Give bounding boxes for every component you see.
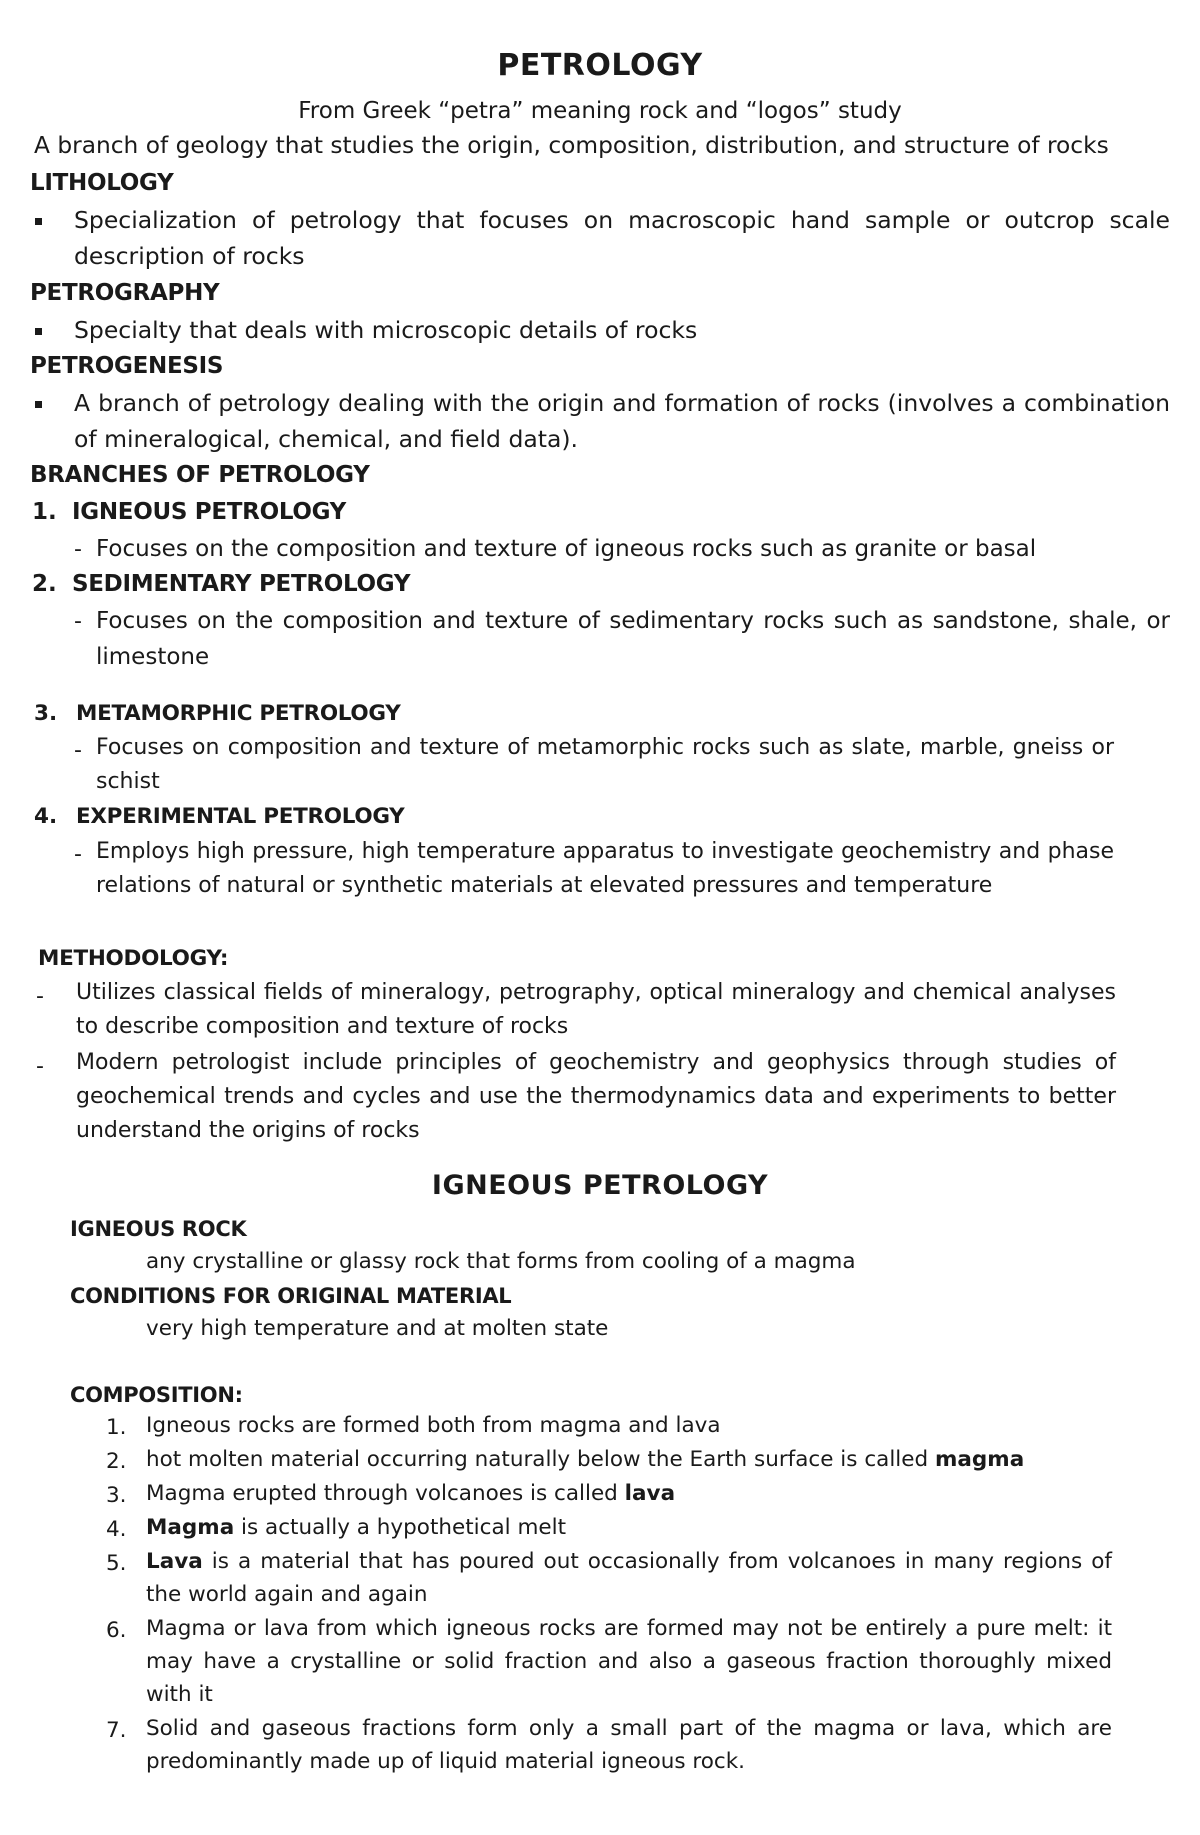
branch-experimental-title: EXPERIMENTAL PETROLOGY [76,804,405,829]
conditions-text: very high temperature and at molten state [146,1316,609,1341]
composition-heading: COMPOSITION: [70,1383,243,1407]
branch-number: 3. [34,701,58,726]
etymology-line: From Greek “petra” meaning rock and “logos” study [298,98,902,124]
dash-marker: - [74,842,82,867]
definition-line: A branch of geology that studies the origin, composition, distribution, and structure of rocks [34,132,1109,159]
petrogenesis-heading: PETROGENESIS [30,353,224,379]
methodology-item: Utilizes classical fields of mineralogy, petrography, optical mineralogy and chemical analyses to describe composition and texture of rocks [76,980,1116,1039]
bullet-icon [35,218,42,225]
dash-marker: - [36,1054,44,1079]
dash-marker: - [74,537,82,562]
bullet-icon [35,328,42,335]
methodology-item: Modern petrologist include principles of geochemistry and geophysics through studies of geochemical trends and cycles and use the thermodynamics data and experiments to better understand the origins of rocks [76,1050,1116,1143]
list-number: 6. [106,1618,127,1643]
branch-igneous-desc: Focuses on the composition and texture of igneous rocks such as granite or basal [96,536,1037,562]
lithology-heading: LITHOLOGY [30,170,174,196]
list-number: 1. [106,1415,127,1440]
composition-item: Magma is actually a hypothetical melt [146,1515,567,1540]
igneous-section-title: IGNEOUS PETROLOGY [431,1170,769,1201]
list-number: 4. [106,1517,127,1542]
list-number: 7. [106,1718,127,1743]
list-number: 5. [106,1551,127,1576]
petrography-heading: PETROGRAPHY [30,280,220,306]
igneous-rock-heading: IGNEOUS ROCK [70,1217,247,1241]
branch-number: 4. [34,804,58,829]
branch-igneous-title: IGNEOUS PETROLOGY [72,499,347,525]
composition-item: Igneous rocks are formed both from magma and lava [146,1413,721,1438]
branch-number: 2. [32,571,57,597]
conditions-heading: CONDITIONS FOR ORIGINAL MATERIAL [70,1284,512,1308]
bullet-icon [35,401,42,408]
composition-item: Solid and gaseous fractions form only a small part of the magma or lava, which are predominantly made up of liquid material igneous rock. [146,1716,1112,1774]
branch-metamorphic-desc: Focuses on composition and texture of metamorphic rocks such as slate, marble, gneiss or schist [96,735,1114,794]
branch-number: 1. [32,499,57,525]
page-title: PETROLOGY [497,48,703,83]
composition-item: Lava is a material that has poured out occasionally from volcanoes in many regions of the world again and again [146,1549,1112,1607]
branches-heading: BRANCHES OF PETROLOGY [30,462,370,488]
dash-marker: - [74,738,82,763]
dash-marker: - [74,609,82,634]
petrogenesis-text: A branch of petrology dealing with the origin and formation of rocks (involves a combination of mineralogical, chemical, and field data). [74,389,1170,453]
composition-item: Magma or lava from which igneous rocks are formed may not be entirely a pure melt: it may have a crystalline or solid fraction and also a gaseous fraction thoroughly mixed with it [146,1616,1112,1707]
composition-item: Magma erupted through volcanoes is called lava [146,1481,676,1506]
lithology-text: Specialization of petrology that focuses on macroscopic hand sample or outcrop scale description of rocks [74,206,1170,270]
branch-sedimentary-title: SEDIMENTARY PETROLOGY [72,571,411,597]
list-number: 3. [106,1483,127,1508]
composition-item: hot molten material occurring naturally below the Earth surface is called magma [146,1447,1025,1472]
branch-metamorphic-title: METAMORPHIC PETROLOGY [76,701,401,726]
dash-marker: - [36,984,44,1009]
branch-sedimentary-desc: Focuses on the composition and texture of sedimentary rocks such as sandstone, shale, or limestone [96,608,1170,670]
igneous-rock-text: any crystalline or glassy rock that forms from cooling of a magma [146,1249,856,1274]
list-number: 2. [106,1449,127,1474]
methodology-heading: METHODOLOGY: [38,946,229,971]
branch-experimental-desc: Employs high pressure, high temperature apparatus to investigate geochemistry and phase relations of natural or synthetic materials at elevated pressures and temperature [96,839,1114,898]
petrography-text: Specialty that deals with microscopic details of rocks [74,316,698,344]
